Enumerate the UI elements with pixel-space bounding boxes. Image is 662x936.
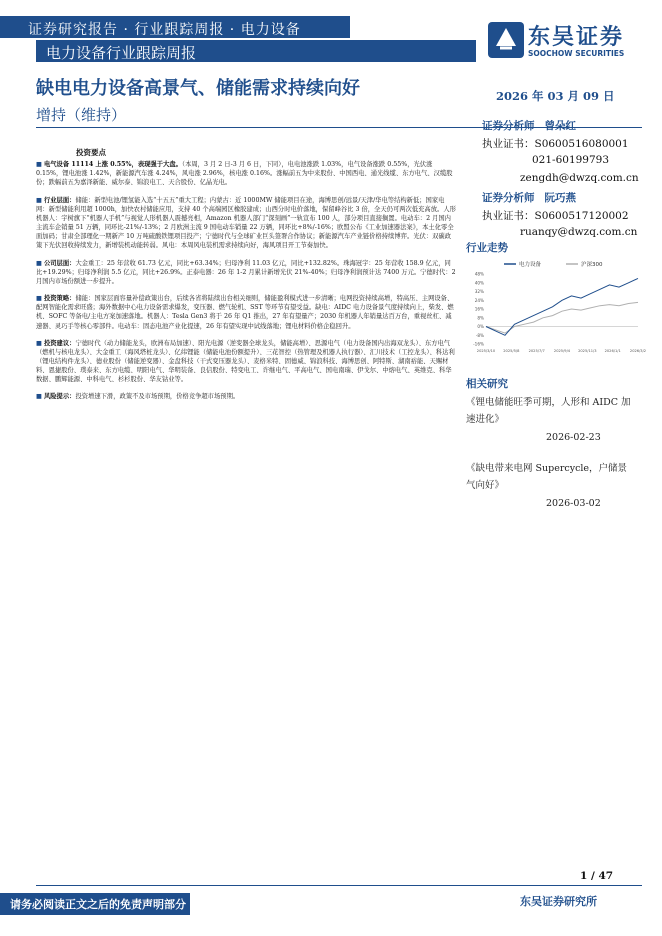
report-date: 2026 年 03 月 09 日 xyxy=(496,89,615,103)
analyst-1-license: S0600516080001 xyxy=(534,138,629,150)
y-tick-label: -16% xyxy=(473,341,484,347)
y-tick-label: 16% xyxy=(474,306,484,312)
report-type: 证券研究报告 · 行业跟踪周报 · 电力设备 xyxy=(28,22,301,38)
bullet-icon: ■ xyxy=(36,339,42,347)
x-tick-label: 2026/1/1 xyxy=(604,349,621,353)
page-number: 1 / 47 xyxy=(580,870,614,882)
page-title: 缺电电力设备高景气、储能需求持续向好 xyxy=(36,78,360,99)
bullet-icon: ■ xyxy=(36,259,42,267)
related-item-1[interactable]: 《锂电储能旺季可期，人形和 AIDC 加速进化》 xyxy=(466,397,631,425)
analyst-2-name: 阮巧燕 xyxy=(544,192,577,204)
analyst-2-email[interactable]: ruanqy@dwzq.com.cn xyxy=(520,226,638,238)
summary-paragraph xyxy=(36,160,456,187)
analyst-2-license-line xyxy=(482,208,629,223)
legend-label: 电力设备 xyxy=(519,262,542,268)
paragraph-lead: 行业层面： xyxy=(43,196,76,204)
paragraph-text: 投资增速下滑，政策不及市场预期，价格竞争超市场预期。 xyxy=(75,393,240,401)
x-tick-label: 2025/9/4 xyxy=(553,349,571,353)
trend-title: 行业走势 xyxy=(466,242,508,254)
brand-name: 东吴证券 xyxy=(528,24,625,50)
summary-paragraph xyxy=(36,259,456,286)
y-tick-label: 24% xyxy=(474,297,484,303)
trend-chart xyxy=(464,258,647,358)
x-tick-label: 2025/5/8 xyxy=(503,349,520,353)
related-item-1-date: 2026-02-23 xyxy=(546,432,601,443)
paragraph-lead: 风险提示： xyxy=(43,393,76,401)
paragraph-text: 大金重工：25 年营收 61.73 亿元，同比+63.34%；归母净利 11.03 亿元，同比+132.82%。珠海冠宇：25 年营收 158.9 亿元，同比+19.29%；归母净利润 5.5 亿元，同比+26.9%。正泰电器：26 年 1-2 月累计新增光伏 21%-40%；归母净利润预计达 7400 万元。宁德时代：2 月国内市场份额进一步提升。 xyxy=(36,259,456,285)
analyst-1-line xyxy=(482,118,576,133)
license-label: 执业证书： xyxy=(482,138,535,150)
x-tick-label: 2025/3/10 xyxy=(476,349,496,353)
summary-heading: 投资要点 xyxy=(76,148,106,157)
y-tick-label: -8% xyxy=(475,332,484,338)
paragraph-lead: 投资建议： xyxy=(43,339,76,347)
bullet-icon: ■ xyxy=(36,295,42,303)
analyst-1-name: 曾朵红 xyxy=(544,120,577,132)
report-type-banner xyxy=(0,16,350,38)
paragraph-text: （本周，3 月 2 日-3 月 6 日，下同），电电池涨跌 1.03%，电气设备涨跌 0.55%，光伏涨 0.15%，锂电池涨 1.42%，新能源汽车涨 4.24%，风电涨 2.96%，核电涨 0.16%。涨幅前五为中来股份、中国西电、通光线缆、东方电气、汉缆股份；跌幅前五为嘉泽新能、威尔泰、锦浪电工、天合股份、亿晶光电。 xyxy=(36,161,453,187)
analyst-1-license-line xyxy=(482,136,629,151)
paragraph-lead: 电气设备 11114 上涨 0.55%，表现强于大盘。 xyxy=(43,161,182,169)
summary-section xyxy=(36,148,456,878)
analyst-1-phone: 021-60199793 xyxy=(532,154,610,166)
analyst-1-role: 证券分析师 xyxy=(482,120,535,132)
sector-banner-text: 电力设备行业跟踪周报 xyxy=(46,44,197,62)
paragraph-text: 储能：国家层面容量补偿政策出台，后续各省将陆续出台相关细则，储能盈利模式进一步清晰；电网投资持续高增，特高压、主网设备、配网智能化需求旺盛；海外数据中心电力设备需求爆发，变压器、燃气轮机、SST 等环节有望受益。缺电：AIDC 电力设备景气度持续向上，柴发、燃机、SOFC 等备电/主电方案加速落地。机器人：Tesla Gen3 将于 26 年 Q1 推出，27 年有望量产；2030 年机器人年销量达百万台，重视丝杠、减速器、灵巧手等核心零部件。电动车：固态电池产业化提速，26 年有望实现中试线落地；锂电材料价格企稳回升。 xyxy=(36,295,454,330)
summary-paragraph xyxy=(36,196,456,251)
disclaimer-banner xyxy=(0,893,190,915)
paragraph-text: 宁德时代（动力储能龙头，欧洲布局加速）、阳光电源（逆变器全球龙头，储能高增）、思源电气（电力设备国内出海双龙头）、东方电气（燃机与核电龙头）、大金重工（海风塔桩龙头）、亿纬锂能（储能电池份额提升）、三花智控（热管理及机器人执行器）、汇川技术（工控龙头）、科达利（锂电结构件龙头）、德业股份（储能逆变器）、金盘科技（干式变压器龙头）、麦格米特、固德威、锦浪科技、海博思创、阿特斯、湖南裕能、天赐材料、恩捷股份、璞泰来、东方电缆、明阳电气、华明装备、良信股份、特变电工、许继电气、平高电气、国电南瑞、伊戈尔、中熔电气、英维克、科华数据、鹏辉能源、中科电气、杉杉股份、华友钴业等。 xyxy=(36,339,455,384)
bullet-icon: ■ xyxy=(36,393,42,401)
analyst-2-license: S0600517120002 xyxy=(534,210,629,222)
paragraph-lead: 公司层面： xyxy=(43,259,76,267)
related-item-2-date: 2026-03-02 xyxy=(546,498,601,509)
footer-divider xyxy=(36,885,642,886)
summary-paragraph xyxy=(36,294,456,331)
summary-paragraph xyxy=(36,392,456,401)
y-tick-label: 48% xyxy=(474,271,484,277)
summary-paragraph xyxy=(36,339,456,385)
sector-banner xyxy=(36,40,476,62)
y-tick-label: 40% xyxy=(474,280,484,286)
related-title: 相关研究 xyxy=(466,378,508,390)
x-tick-label: 2025/7/7 xyxy=(528,349,545,353)
brand-sub: SOOCHOW SECURITIES xyxy=(528,49,625,58)
paragraph-lead: 投资策略： xyxy=(43,295,76,303)
series-line xyxy=(486,302,638,333)
bullet-icon: ■ xyxy=(36,196,42,204)
footer-org: 东吴证券研究所 xyxy=(520,895,597,908)
paragraph-text: 储能：新型电池/锂氢能入选“十五五”重大工程；内蒙古：近 1000MW 储能项目在途，海博思创/远景/天津/华电等结构新低；国家电网：新型储能利用超 1000h，加快农村储能应用，支持 40 个高端园区橡胶建成；山西分时电价落地，保留峰谷比 3 倍，全天仍可两次低充高放。人形机器人：宇树旗下“机器人手机”与视觉人形机器人震撼亮相，Amazon 机器人部门“深刻画”一轨宣布 100 人，部分项目直接搁置。电动车：2 月国内主流车企销量 51 万辆，同环比-21%/-13%；2 月欧洲主流 9 国电动车销量 22 万辆，同环比+8%/-16%；欧盟公布《工业加速器法案》，本土化零全面加码；甘肃全部理化一期新产 10 万吨硫酸铁锂项目投产；宁德时代与全球矿业巨头签署合作协议；新能源汽车产业链价格持续博弈。光伏：双碳政策下光伏回收持续发力，新增装机动能转弱。风电：本周风电装机需求持续向好，海风项目开工节奏加快。 xyxy=(36,196,456,250)
summary-paragraphs xyxy=(36,160,456,401)
y-tick-label: 8% xyxy=(477,315,484,321)
disclaimer-text: 请务必阅读正文之后的免责声明部分 xyxy=(10,898,186,911)
license-label: 执业证书： xyxy=(482,210,535,222)
legend-label: 沪深300 xyxy=(581,262,603,268)
series-line xyxy=(486,278,638,335)
bullet-icon: ■ xyxy=(36,161,42,169)
y-tick-label: 0% xyxy=(477,324,484,329)
x-tick-label: 2025/11/3 xyxy=(578,349,597,353)
analyst-2-line xyxy=(482,190,576,205)
rating: 增持（维持） xyxy=(36,106,127,124)
related-item-2[interactable]: 《缺电带来电网 Supercycle，户储景气向好》 xyxy=(466,463,628,491)
y-tick-label: 32% xyxy=(474,289,484,294)
analyst-2-role: 证券分析师 xyxy=(482,192,535,204)
x-tick-label: 2026/3/2 xyxy=(629,349,647,353)
analyst-1-email[interactable]: zengdh@dwzq.com.cn xyxy=(520,172,639,184)
